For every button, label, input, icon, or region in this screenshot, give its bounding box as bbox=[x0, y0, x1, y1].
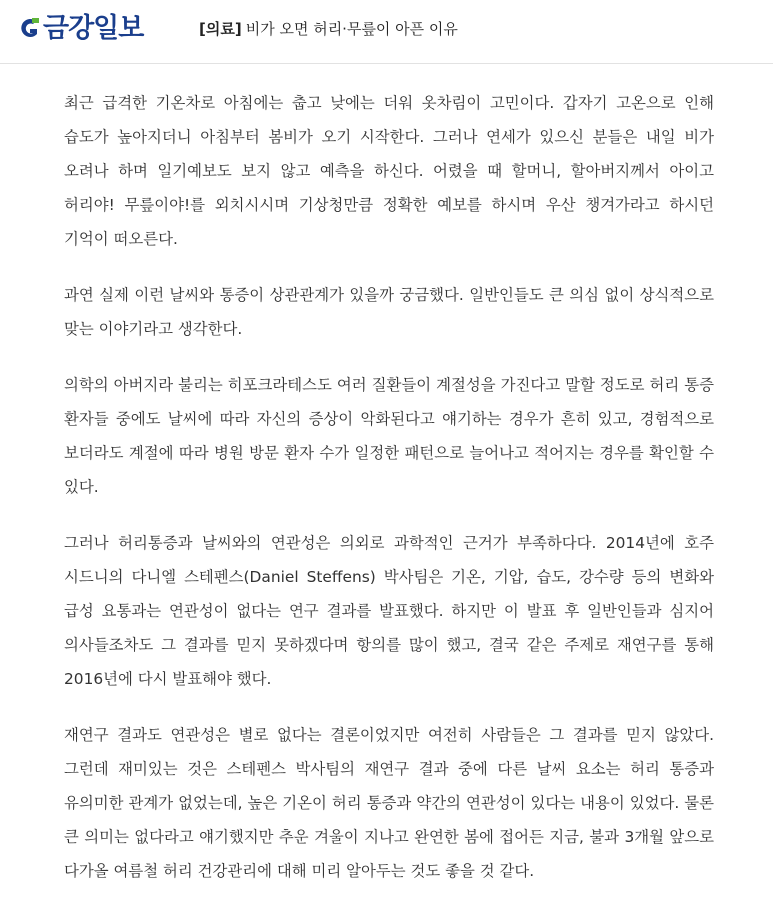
headline-category: [의료] bbox=[199, 20, 242, 38]
article-headline bbox=[199, 18, 458, 40]
logo-text: 금강일보 bbox=[43, 13, 144, 44]
article-paragraph: 그러나 허리통증과 날씨와의 연관성은 의외로 과학적인 근거가 부족하다다. 2014년에 호주 시드니의 다니엘 스테펜스(Daniel Steffens) 박사팀은 기온, 기압, 습도, 강수량 등의 변화와 급성 요통과는 연관성이 없다는 연구 결과를 발표했다. 하지만 이 발표 후 일반인들과 심지어 의사들조차도 그 결과를 믿지 못하겠다며 항의를 많이 했고, 결국 같은 주제로 재연구를 통해 2016년에 다시 발표해야 했다. bbox=[64, 534, 714, 688]
headline-title: 비가 오면 허리·무릎이 아픈 이유 bbox=[245, 20, 458, 38]
site-logo[interactable] bbox=[18, 12, 143, 46]
article-paragraph: 의학의 아버지라 불리는 히포크라테스도 여러 질환들이 계절성을 가진다고 말할 정도로 허리 통증 환자들 중에도 날씨에 따라 자신의 증상이 악화된다고 얘기하는 경우가 흔히 있고, 경험적으로 보더라도 계절에 따라 병원 방문 환자 수가 일정한 패턴으로 늘어나고 적어지는 경우를 확인할 수 있다. bbox=[64, 376, 714, 496]
article-paragraph: 재연구 결과도 연관성은 별로 없다는 결론이었지만 여전히 사람들은 그 결과를 믿지 않았다. 그런데 재미있는 것은 스테펜스 박사팀의 재연구 결과 중에 다른 날씨 요소는 허리 통증과 유의미한 관계가 없었는데, 높은 기온이 허리 통증과 약간의 연관성이 있다는 내용이 있었다. 물론 큰 의미는 없다라고 얘기했지만 추운 겨울이 지나고 완연한 봄에 접어든 지금, 불과 3개월 앞으로 다가올 여름철 허리 건강관리에 대해 미리 알아두는 것도 좋을 것 같다. bbox=[64, 726, 714, 880]
logo-g-icon bbox=[18, 15, 40, 43]
article-paragraph: 과연 실제 이런 날씨와 통증이 상관관계가 있을까 궁금했다. 일반인들도 큰 의심 없이 상식적으로 맞는 이야기라고 생각한다. bbox=[64, 286, 714, 338]
site-header bbox=[0, 0, 773, 64]
article-paragraph: 최근 급격한 기온차로 아침에는 춥고 낮에는 더워 옷차림이 고민이다. 갑자기 고온으로 인해 습도가 높아지더니 아침부터 봄비가 오기 시작한다. 그러나 연세가 있으신 분들은 내일 비가 오려나 하며 일기예보도 보지 않고 예측을 하신다. 어렸을 때 할머니, 할아버지께서 아이고 허리야! 무릎이야!를 외치시시며 기상청만큼 정확한 예보를 하시며 우산 챙겨가라고 하시던 기억이 떠오른다. bbox=[64, 94, 714, 248]
article-body bbox=[64, 86, 714, 910]
